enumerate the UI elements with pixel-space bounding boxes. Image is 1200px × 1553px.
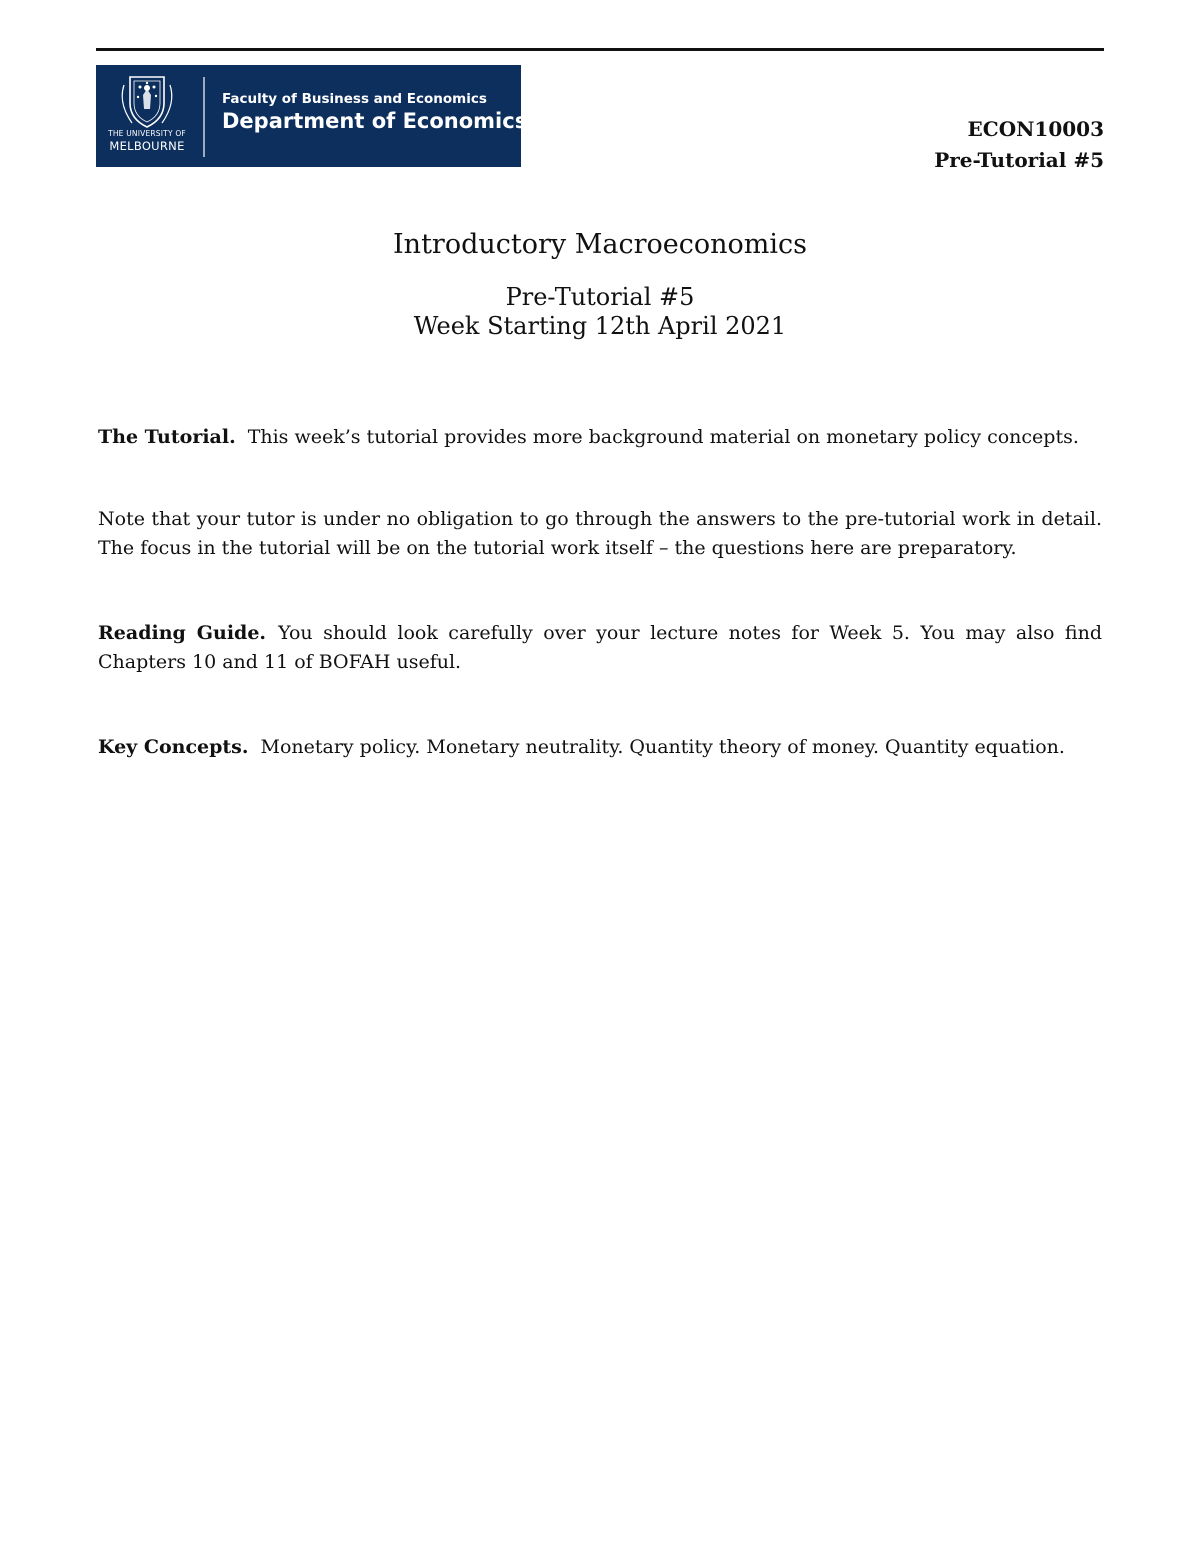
- subtitle-line1: Pre-Tutorial #5: [505, 283, 695, 311]
- tutorial-section: [98, 423, 1102, 452]
- document-label: Pre-Tutorial #5: [934, 148, 1104, 172]
- reading-guide-text: You should look carefully over your lecture notes for Week 5. You may also find Chapters 10 and 11 of BOFAH useful.: [98, 622, 1103, 673]
- logo-department: Department of Economics: [222, 109, 528, 133]
- document-title: Introductory Macroeconomics: [393, 229, 807, 260]
- key-concepts-text: Monetary policy. Monetary neutrality. Quantity theory of money. Quantity equation.: [260, 736, 1065, 758]
- header-rule: [96, 48, 1104, 51]
- document-subtitle: [96, 283, 1104, 341]
- subtitle-line2: Week Starting 12th April 2021: [413, 312, 787, 340]
- reading-guide-heading: Reading Guide.: [98, 622, 267, 644]
- note-text: Note that your tutor is under no obligation to go through the answers to the pre-tutorial work in detail. The focus in the tutorial will be on the tutorial work itself – the questions here are preparatory.: [98, 508, 1102, 559]
- tutorial-heading: The Tutorial.: [98, 426, 236, 448]
- university-logo: [96, 65, 528, 167]
- key-concepts-section: [98, 733, 1102, 762]
- logo-university-line2: MELBOURNE: [109, 139, 185, 153]
- logo-faculty: Faculty of Business and Economics: [222, 91, 487, 107]
- logo-university-line1: THE UNIVERSITY OF: [108, 129, 186, 138]
- note-paragraph: [98, 505, 1102, 563]
- course-code: ECON10003: [967, 117, 1104, 141]
- header-course-info: [934, 114, 1104, 176]
- key-concepts-heading: Key Concepts.: [98, 736, 249, 758]
- tutorial-text: This week’s tutorial provides more background material on monetary policy concepts.: [247, 426, 1079, 448]
- reading-guide-section: [98, 619, 1102, 677]
